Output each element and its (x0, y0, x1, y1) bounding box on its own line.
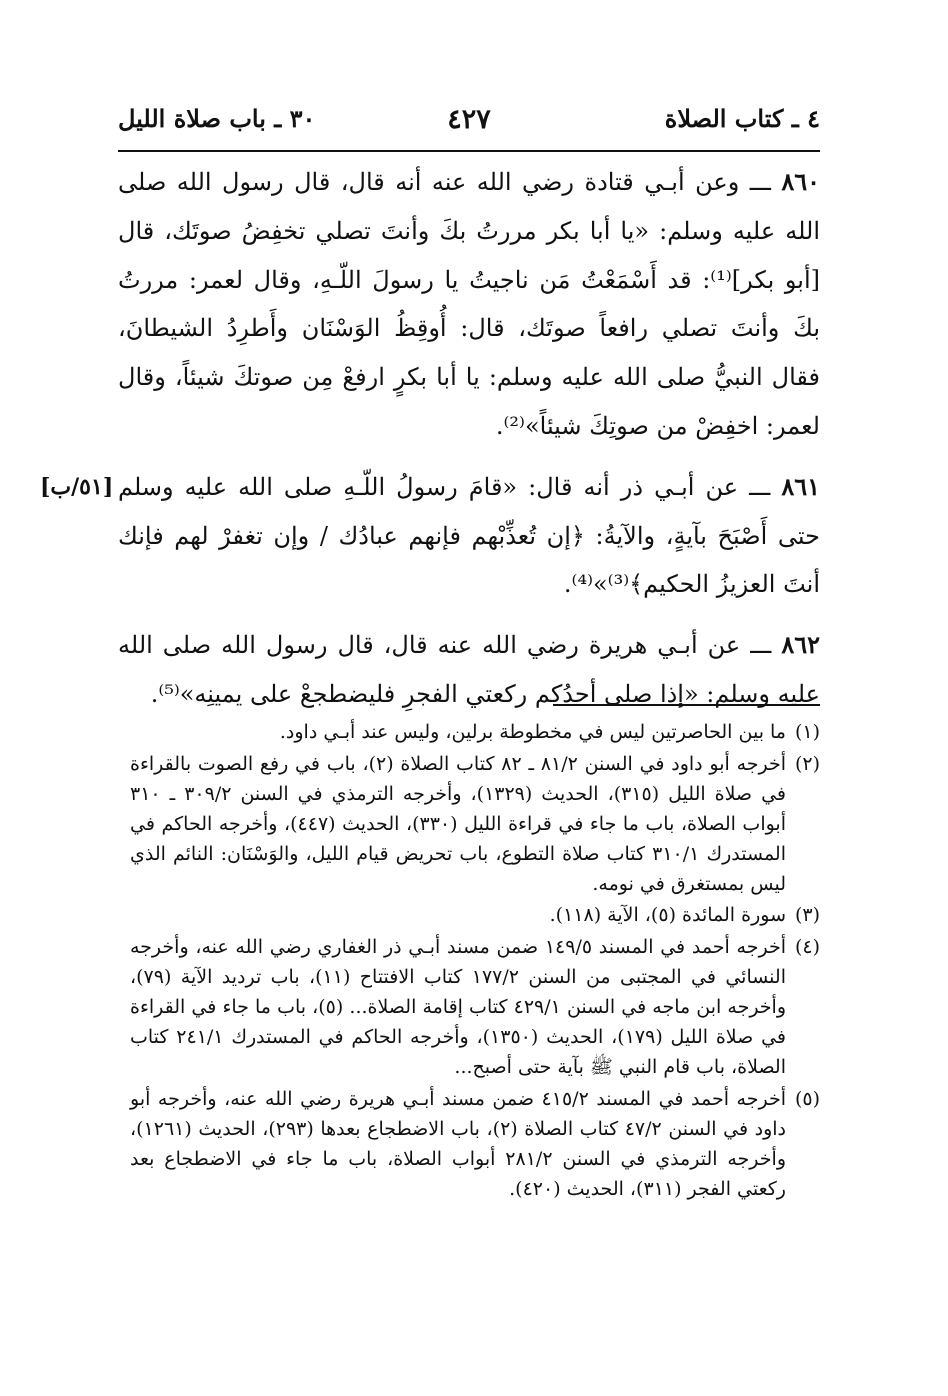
hadith-text: ـــ وعن أبـي قتادة رضي الله عنه أنه قال، قال رسول الله صلى الله عليه وسلم: «يا أبا بكر مررتُ بكَ وأنتَ تصلي تخفِضُ صوتَك، قال [أبو بكر]⁽¹⁾: قد أَسْمَعْتُ مَن ناجيتُ يا رسولَ اللّـهِ، وقال لعمر: مررتُ بكَ وأنتَ تصلي رافعاً صوتَك، قال: أُوقِظُ الوَسْنَان وأَطرِدُ الشيطانَ، فقال النبيُّ صلى الله عليه وسلم: يا أبا بكرٍ ارفعْ مِن صوتكَ شيئاً، وقال لعمر: اخفِضْ من صوتِكَ شيئاً»⁽²⁾. (118, 168, 821, 440)
footnote-1 (130, 718, 820, 748)
header-divider (118, 150, 820, 152)
footnote-text: أخرجه أبو داود في السنن ٨١/٢ ـ ٨٢ كتاب الصلاة (٢)، باب في رفع الصوت بالقراءة في صلاة الليل (٣١٥)، الحديث (١٣٢٩)، وأخرجه الترمذي في السنن ٣٠٩/٢ ـ ٣١٠ أبواب الصلاة، باب ما جاء في قراءة الليل (٣٣٠)، الحديث (٤٤٧)، وأخرجه الحاكم في المستدرك ٣١٠/١ كتاب صلاة التطوع، باب تحريض قيام الليل، والوَسْنَان: النائم الذي ليس بمستغرق في نومه. (130, 752, 787, 895)
hadith-text: ـــ عن أبـي هريرة رضي الله عنه قال، قال رسول الله صلى الله عليه وسلم: «إذا صلى أحدُكم ركعتي الفجرِ فليضطجعْ على يمينِه»⁽⁵⁾. (118, 631, 820, 708)
manuscript-folio-note: [٥١/ب] (40, 473, 114, 500)
footnote-text: أخرجه أحمد في المسند ١٤٩/٥ ضمن مسند أبـي ذر الغفاري رضي الله عنه، وأخرجه النسائي في المجتبى من السنن ١٧٧/٢ كتاب الافتتاح (١١)، باب ترديد الآية (٧٩)، وأخرجه ابن ماجه في السنن ٤٢٩/١ كتاب إقامة الصلاة... (٥)، باب ما جاء في القراءة في صلاة الليل (١٧٩)، الحديث (١٣٥٠)، وأخرجه الحاكم في المستدرك ٢٤١/١ كتاب الصلاة، باب قام النبي ﷺ بآية حتى أصبح... (130, 936, 787, 1078)
hadith-number: ٨٦١ (781, 471, 820, 501)
page-number: ٤٢٧ (447, 104, 491, 135)
page-header (118, 104, 820, 144)
section-title: ٣٠ ـ باب صلاة الليل (118, 104, 316, 133)
footnote-text: ما بين الحاصرتين ليس في مخطوطة برلين، وليس عند أبـي داود. (279, 721, 786, 743)
footnotes (130, 718, 820, 1207)
hadith-number: ٨٦٠ (781, 167, 821, 196)
footnote-number: (٥) (794, 1087, 820, 1110)
hadith-861 (40, 463, 820, 609)
chapter-title: ٤ ـ كتاب الصلاة (664, 104, 820, 133)
hadith-text: ـــ عن أبـي ذر أنه قال: «قامَ رسولُ اللّـهِ صلى الله عليه وسلم حتى أَصْبَحَ بآيةٍ، والآيةُ: ﴿إن تُعذِّبْهم فإنهم عبادُك / وإن تغفرْ لهم فإنك أنتَ (118, 472, 820, 599)
hadith-860 (118, 158, 820, 451)
hadith-number: ٨٦٢ (781, 630, 821, 660)
footnote-number: (٣) (794, 904, 820, 927)
footnote-5 (130, 1085, 820, 1205)
footnote-text: سورة المائدة (٥)، الآية (١١٨). (549, 904, 786, 927)
footnote-number: (٢) (794, 752, 820, 775)
hadith-text-end: العزيزُ الحكيم﴾⁽³⁾»⁽⁴⁾. (563, 570, 776, 599)
main-text (40, 158, 821, 731)
footnote-4 (130, 933, 820, 1083)
footnote-3 (130, 901, 820, 931)
footnote-number: (٤) (794, 936, 820, 959)
footnote-text: أخرجه أحمد في المسند ٤١٥/٢ ضمن مسند أبـي هريرة رضي الله عنه، وأخرجه أبو داود في السنن ٤٧/٢ كتاب الصلاة (٢)، باب الاضطجاع بعدها (٢٩٣)، الحديث (١٢٦١)، وأخرجه الترمذي في السنن ٢٨١/٢ أبواب الصلاة، باب ما جاء في الاضطجاع بعد ركعتي الفجر (٣١١)، الحديث (٤٢٠). (130, 1087, 786, 1200)
footnote-number: (١) (794, 721, 820, 743)
footnote-divider (553, 704, 820, 706)
footnote-2 (130, 750, 820, 900)
